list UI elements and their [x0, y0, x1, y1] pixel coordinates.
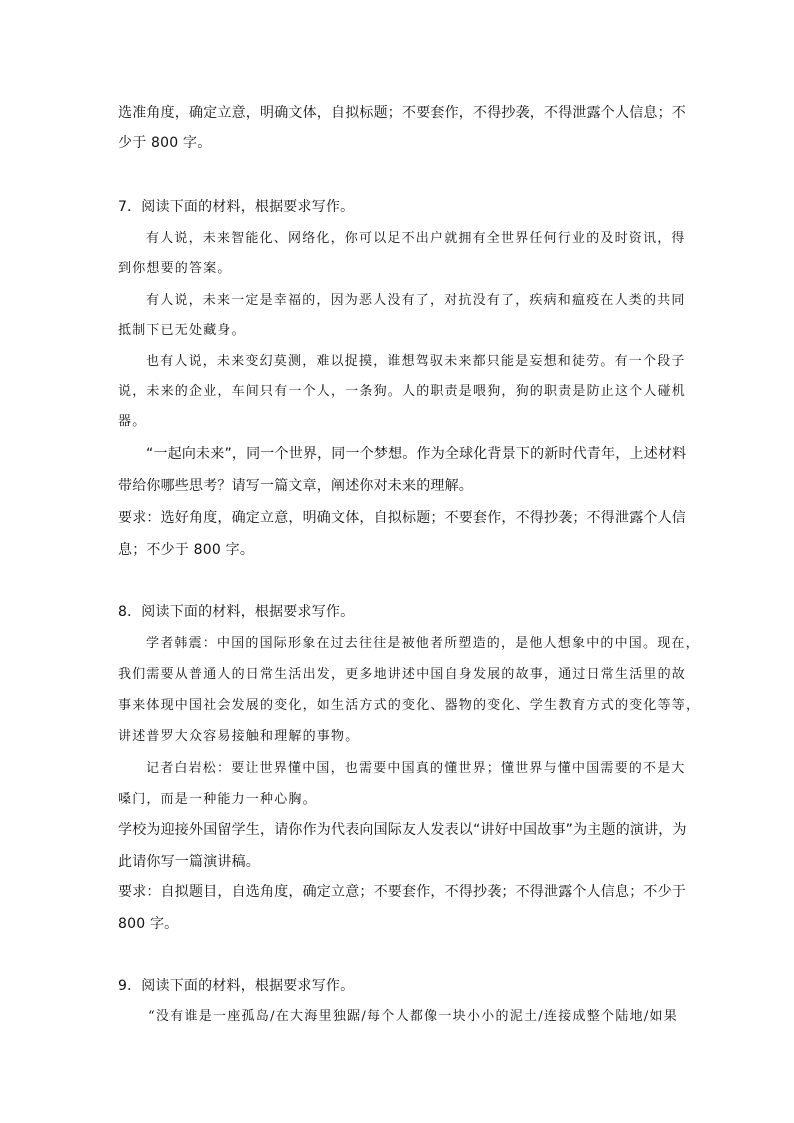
q7-material-1-line-2: 到你想要的答案。	[118, 261, 232, 276]
q8-material-2-line-1: 记者白岩松：要让世界懂中国，也需要中国真的懂世界；懂世界与懂中国需要的不是大	[146, 761, 686, 776]
q8-task-line-1: 学校为迎接外国留学生，请你作为代表向国际友人发表以“讲好中国故事”为主题的演讲，为	[118, 822, 687, 838]
question-7-heading: 7．阅读下面的材料，根据要求写作。	[118, 199, 355, 215]
q7-material-1-line-1: 有人说，未来智能化、网络化，你可以足不出户就拥有全世界任何行业的及时资讯，得	[146, 231, 686, 246]
q7-material-3-line-3: 器。	[118, 414, 147, 429]
q8-material-1-line-2: 我们需要从普通人的日常生活出发，更多地讲述中国自身发展的故事，通过日常生活里的故	[118, 667, 687, 682]
intro-requirement-line-1: 选准角度，确定立意，明确文体，自拟标题；不要套作，不得抄袭，不得泄露个人信息；不	[118, 105, 686, 121]
q8-material-1-line-4: 讲述普罗大众容易接触和理解的事物。	[118, 729, 360, 744]
q7-requirement-line-1: 要求：选好角度，确定立意，明确文体，自拟标题；不要套作，不得抄袭；不得泄露个人信	[118, 510, 686, 526]
q7-task-line-1: “一起向未来”，同一个世界，同一个梦想。作为全球化背景下的新时代青年，上述材料	[146, 446, 687, 462]
q7-requirement-line-2: 息；不少于 800 字。	[118, 542, 255, 558]
q8-material-1-line-1: 学者韩震：中国的国际形象在过去往往是被他者所塑造的，是他人想象中的中国。现在，	[146, 636, 700, 651]
q9-material-1-line-1: “没有谁是一座孤岛/在大海里独踞/每个人都像一块小小的泥土/连接成整个陆地/如果	[148, 1009, 678, 1024]
q8-material-2-line-2: 嗓门，而是一种能力一种心胸。	[118, 792, 317, 807]
q7-material-2-line-2: 抵制下已无处藏身。	[118, 323, 246, 338]
q8-task-line-2: 此请你写一篇演讲稿。	[118, 854, 260, 870]
intro-requirement-line-2: 少于 800 字。	[118, 135, 212, 151]
q8-requirement-line-1: 要求：自拟题目，自选角度，确定立意；不要套作，不得抄袭；不得泄露个人信息；不少于	[118, 884, 686, 900]
q7-material-3-line-2: 说，未来的企业，车间只有一个人，一条狗。人的职责是喂狗，狗的职责是防止这个人碰机	[118, 384, 687, 399]
q7-material-2-line-1: 有人说，未来一定是幸福的，因为恶人没有了，对抗没有了，疾病和瘟疫在人类的共同	[146, 293, 686, 308]
q7-task-line-2: 带给你哪些思考？请写一篇文章，阐述你对未来的理解。	[118, 478, 473, 494]
q8-material-1-line-3: 事来体现中国社会发展的变化，如生活方式的变化、器物的变化、学生教育方式的变化等等，	[118, 698, 701, 713]
q8-requirement-line-2: 800 字。	[118, 916, 179, 932]
question-8-heading: 8．阅读下面的材料，根据要求写作。	[118, 604, 355, 620]
q7-material-3-line-1: 也有人说，未来变幻莫测，难以捉摸，谁想驾驭未来都只能是妄想和徒劳。有一个段子	[146, 354, 686, 369]
question-9-heading: 9．阅读下面的材料，根据要求写作。	[118, 978, 355, 994]
